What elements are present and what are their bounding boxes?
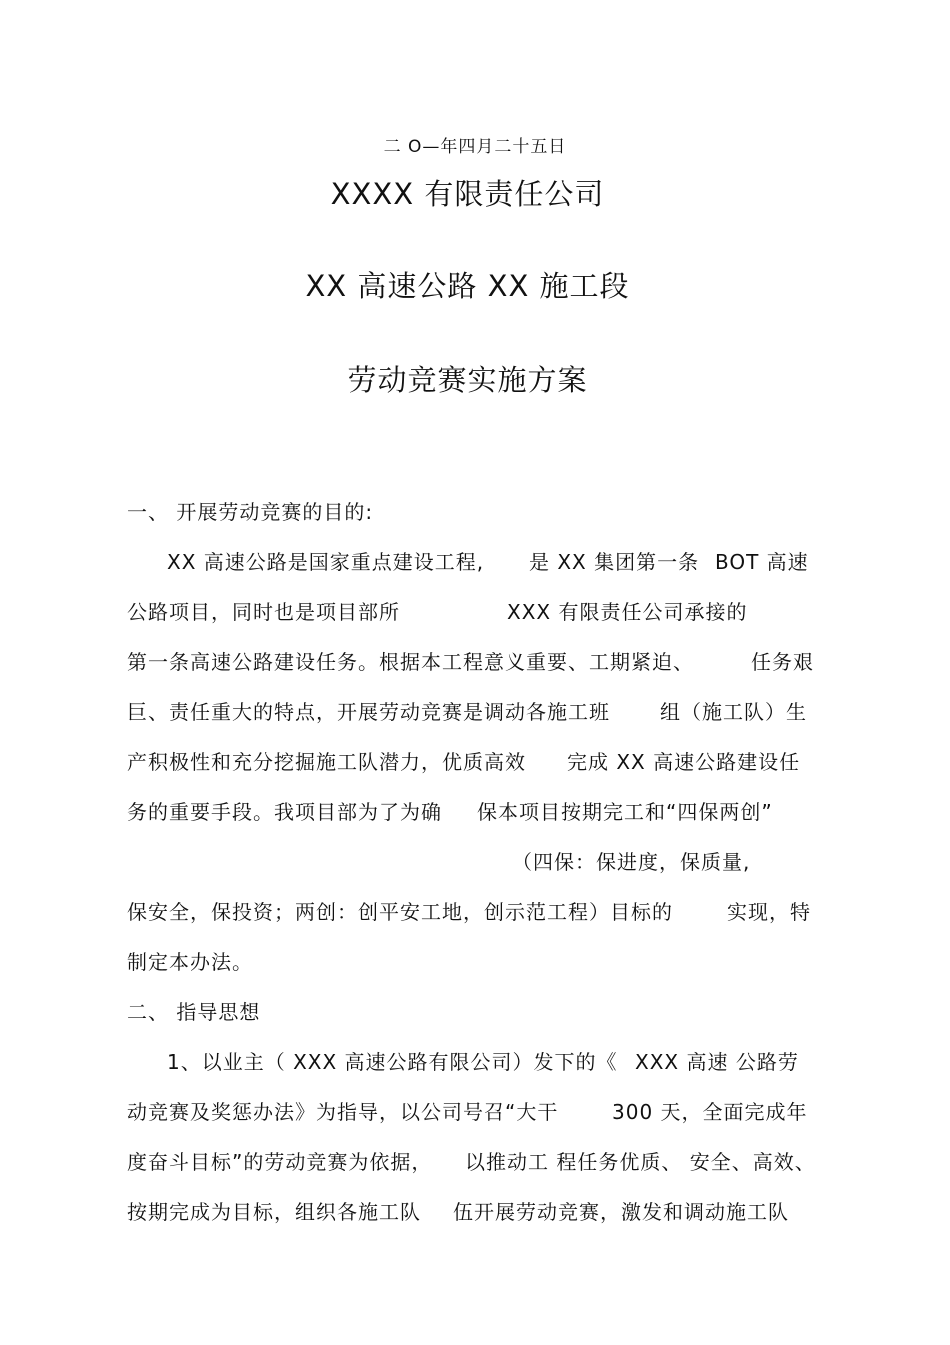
section-2-heading: 二、 指导思想 xyxy=(127,1000,261,1024)
document-date: 二 O—年四月二十五日 xyxy=(383,137,567,157)
paragraph-line: 制定本办法。 xyxy=(127,950,253,974)
document-title: 劳动竞赛实施方案 xyxy=(347,363,588,397)
company-name: XXXX 有限责任公司 xyxy=(330,177,605,211)
section-1-heading: 一、 开展劳动竞赛的目的: xyxy=(127,500,374,524)
paragraph-line: （四保：保进度，保质量, xyxy=(512,850,751,874)
project-name: XX 高速公路 XX 施工段 xyxy=(305,269,630,303)
